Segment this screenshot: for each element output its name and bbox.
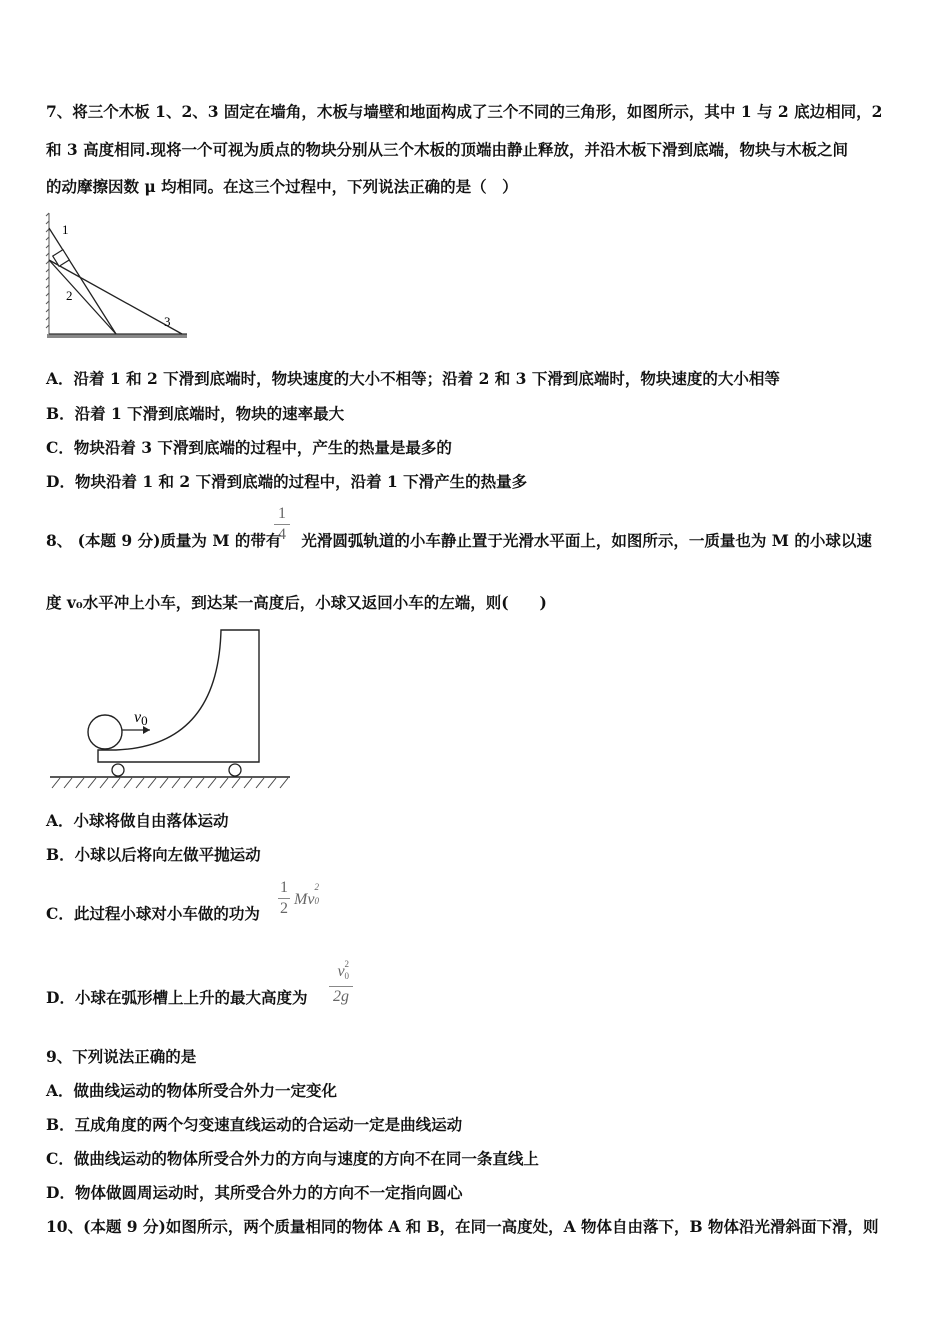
q8-stem-line2: 度 v₀水平冲上小车，到达某一高度后，小球又返回小车的左端，则( ) xyxy=(46,593,547,612)
q8-option-d-den: 2g xyxy=(333,988,349,1005)
q8-frac-den: 4 xyxy=(278,526,286,543)
q7-option-c: C．物块沿着 3 下滑到底端的过程中，产生的热量是最多的 xyxy=(46,438,452,457)
q8-fig-v0-label: v0 xyxy=(134,709,148,728)
q8-option-d-text: D．小球在弧形槽上上升的最大高度为 xyxy=(46,988,308,1007)
q8-stem-prefix: 8、 (本题 9 分)质量为 M 的带有 xyxy=(46,531,282,550)
q8-option-c-den: 2 xyxy=(280,900,288,917)
q9-option-a: A．做曲线运动的物体所受合外力一定变化 xyxy=(46,1081,338,1100)
q8-stem-line1 xyxy=(46,531,872,551)
q8-option-d-num: v xyxy=(337,963,345,980)
q8-option-c-mv: Mv xyxy=(294,891,315,908)
q8-frac-num: 1 xyxy=(278,505,286,522)
q8-option-c-fraction xyxy=(278,879,290,918)
q9-option-b: B．互成角度的两个匀变速直线运动的合运动一定是曲线运动 xyxy=(46,1115,463,1134)
q9-option-c: C．做曲线运动的物体所受合外力的方向与速度的方向不在同一条直线上 xyxy=(46,1149,539,1168)
q7-fig-label-2: 2 xyxy=(66,288,73,303)
q8-option-c-num: 1 xyxy=(280,879,288,896)
q8-option-d-fraction: v 2 0 2g xyxy=(329,963,353,1006)
q7-option-d: D．物块沿着 1 和 2 下滑到底端的过程中，沿着 1 下滑产生的热量多 xyxy=(46,472,528,491)
q8-option-d xyxy=(46,988,307,1008)
q8-option-c-expr: Mv 2 0 xyxy=(294,882,319,908)
q8-fraction-quarter xyxy=(274,505,290,544)
q8-stem-suffix: 光滑圆弧轨道的小车静止置于光滑水平面上，如图所示，一质量也为 M 的小球以速 xyxy=(301,531,872,550)
q8-figure xyxy=(46,626,294,796)
q8-option-c-text: C．此过程小球对小车做的功为 xyxy=(46,904,260,923)
q7-stem-line1: 7、将三个木板 1、2、3 固定在墙角，木板与墙壁和地面构成了三个不同的三角形，如图所示，其中 1 与 2 底边相同，2 xyxy=(46,102,883,121)
q7-figure xyxy=(44,208,194,343)
q7-option-b: B．沿着 1 下滑到底端时，物块的速率最大 xyxy=(46,404,345,423)
q8-option-a: A．小球将做自由落体运动 xyxy=(46,811,229,830)
q10-stem: 10、(本题 9 分)如图所示，两个质量相同的物体 A 和 B，在同一高度处，A 物体自由落下，B 物体沿光滑斜面下滑，则 xyxy=(46,1217,879,1236)
q8-option-c xyxy=(46,904,260,924)
q7-stem-line3: 的动摩擦因数 μ 均相同。在这三个过程中，下列说法正确的是（ ） xyxy=(46,177,518,196)
q7-stem-line2: 和 3 高度相同.现将一个可视为质点的物块分别从三个木板的顶端由静止释放，并沿木板下滑到底端，物块与木板之间 xyxy=(46,140,848,159)
q9-option-d: D．物体做圆周运动时，其所受合外力的方向不一定指向圆心 xyxy=(46,1183,463,1202)
q8-option-b: B．小球以后将向左做平抛运动 xyxy=(46,845,261,864)
q7-option-a: A．沿着 1 和 2 下滑到底端时，物块速度的大小不相等；沿着 2 和 3 下滑到底端时，物块速度的大小相等 xyxy=(46,369,780,388)
q9-stem: 9、下列说法正确的是 xyxy=(46,1047,197,1066)
q7-fig-label-1: 1 xyxy=(62,222,69,237)
q7-fig-label-3: 3 xyxy=(164,314,171,329)
